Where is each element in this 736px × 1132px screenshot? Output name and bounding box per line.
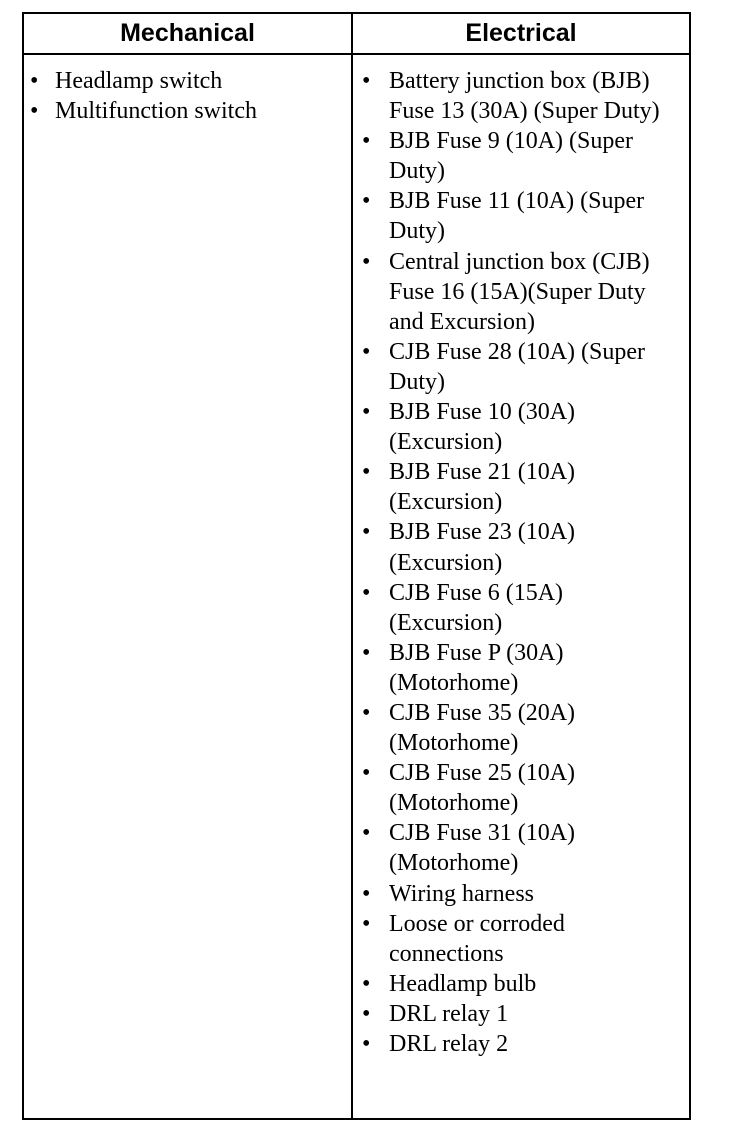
bullet-icon: • xyxy=(362,188,371,215)
list-item xyxy=(24,66,351,96)
list-item xyxy=(353,638,689,698)
bullet-icon: • xyxy=(362,910,371,937)
mechanical-list xyxy=(24,55,351,126)
list-item-text: CJB Fuse 28 (10A) (Super Duty) xyxy=(389,338,645,395)
list-item-text: CJB Fuse 31 (10A) (Motorhome) xyxy=(389,820,576,877)
list-item-text: Central junction box (CJB) Fuse 16 (15A)(Super Duty and Excursion) xyxy=(389,248,650,335)
list-item-text: DRL relay 1 xyxy=(389,1000,509,1027)
list-item-text: BJB Fuse P (30A) (Motorhome) xyxy=(389,639,564,696)
list-item-text: Headlamp switch xyxy=(55,68,223,94)
list-item xyxy=(353,698,689,758)
bullet-icon: • xyxy=(362,970,371,997)
bullet-icon: • xyxy=(362,1031,371,1057)
list-item-text: Wiring harness xyxy=(389,880,534,907)
list-item-text: BJB Fuse 9 (10A) (Super Duty) xyxy=(389,128,633,185)
bullet-icon: • xyxy=(362,760,371,787)
list-item-text: Loose or corroded connections xyxy=(389,910,565,967)
list-item xyxy=(353,578,689,638)
bullet-icon: • xyxy=(362,519,371,546)
bullet-icon: • xyxy=(362,1000,371,1027)
bullet-icon: • xyxy=(362,880,371,907)
list-item-text: Battery junction box (BJB) Fuse 13 (30A) (Super Duty) xyxy=(389,68,660,125)
list-item xyxy=(353,879,689,909)
bullet-icon: • xyxy=(30,98,39,125)
list-item xyxy=(353,1029,689,1059)
list-item xyxy=(353,818,689,878)
list-item-text: CJB Fuse 6 (15A) (Excursion) xyxy=(389,579,564,636)
list-item xyxy=(353,457,689,517)
list-item-text: BJB Fuse 11 (10A) (Super Duty) xyxy=(389,188,645,245)
bullet-icon: • xyxy=(362,820,371,847)
list-item-text: BJB Fuse 23 (10A) (Excursion) xyxy=(389,519,576,576)
bullet-icon: • xyxy=(362,699,371,726)
list-item xyxy=(24,96,351,126)
list-item-text: DRL relay 2 xyxy=(389,1031,509,1057)
list-item-text: Headlamp bulb xyxy=(389,970,537,997)
bullet-icon: • xyxy=(362,579,371,606)
list-item xyxy=(353,337,689,397)
bullet-icon: • xyxy=(362,459,371,486)
bullet-icon: • xyxy=(362,128,371,155)
electrical-list xyxy=(353,55,689,1059)
bullet-icon: • xyxy=(362,399,371,426)
list-item-text: BJB Fuse 10 (30A) (Excursion) xyxy=(389,399,576,456)
mechanical-header: Mechanical xyxy=(24,14,353,55)
list-item-text: Multifunction switch xyxy=(55,98,257,125)
bullet-icon: • xyxy=(362,338,371,365)
list-item xyxy=(353,517,689,577)
list-item xyxy=(353,66,689,126)
list-item xyxy=(353,758,689,818)
list-item-text: BJB Fuse 21 (10A) (Excursion) xyxy=(389,459,576,516)
list-item-text: CJB Fuse 35 (20A) (Motorhome) xyxy=(389,699,576,757)
list-item xyxy=(353,397,689,457)
list-item xyxy=(353,126,689,186)
list-item xyxy=(353,186,689,246)
list-item xyxy=(353,969,689,999)
bullet-icon: • xyxy=(362,639,371,666)
list-item xyxy=(353,247,689,337)
diagnosis-table xyxy=(22,12,691,1120)
list-item xyxy=(353,999,689,1029)
bullet-icon: • xyxy=(30,68,39,94)
electrical-column xyxy=(353,55,689,1118)
mechanical-column xyxy=(24,55,353,1118)
electrical-header: Electrical xyxy=(353,14,689,55)
bullet-icon: • xyxy=(362,68,371,94)
bullet-icon: • xyxy=(362,248,371,275)
list-item xyxy=(353,909,689,969)
list-item-text: CJB Fuse 25 (10A) (Motorhome) xyxy=(389,760,576,817)
